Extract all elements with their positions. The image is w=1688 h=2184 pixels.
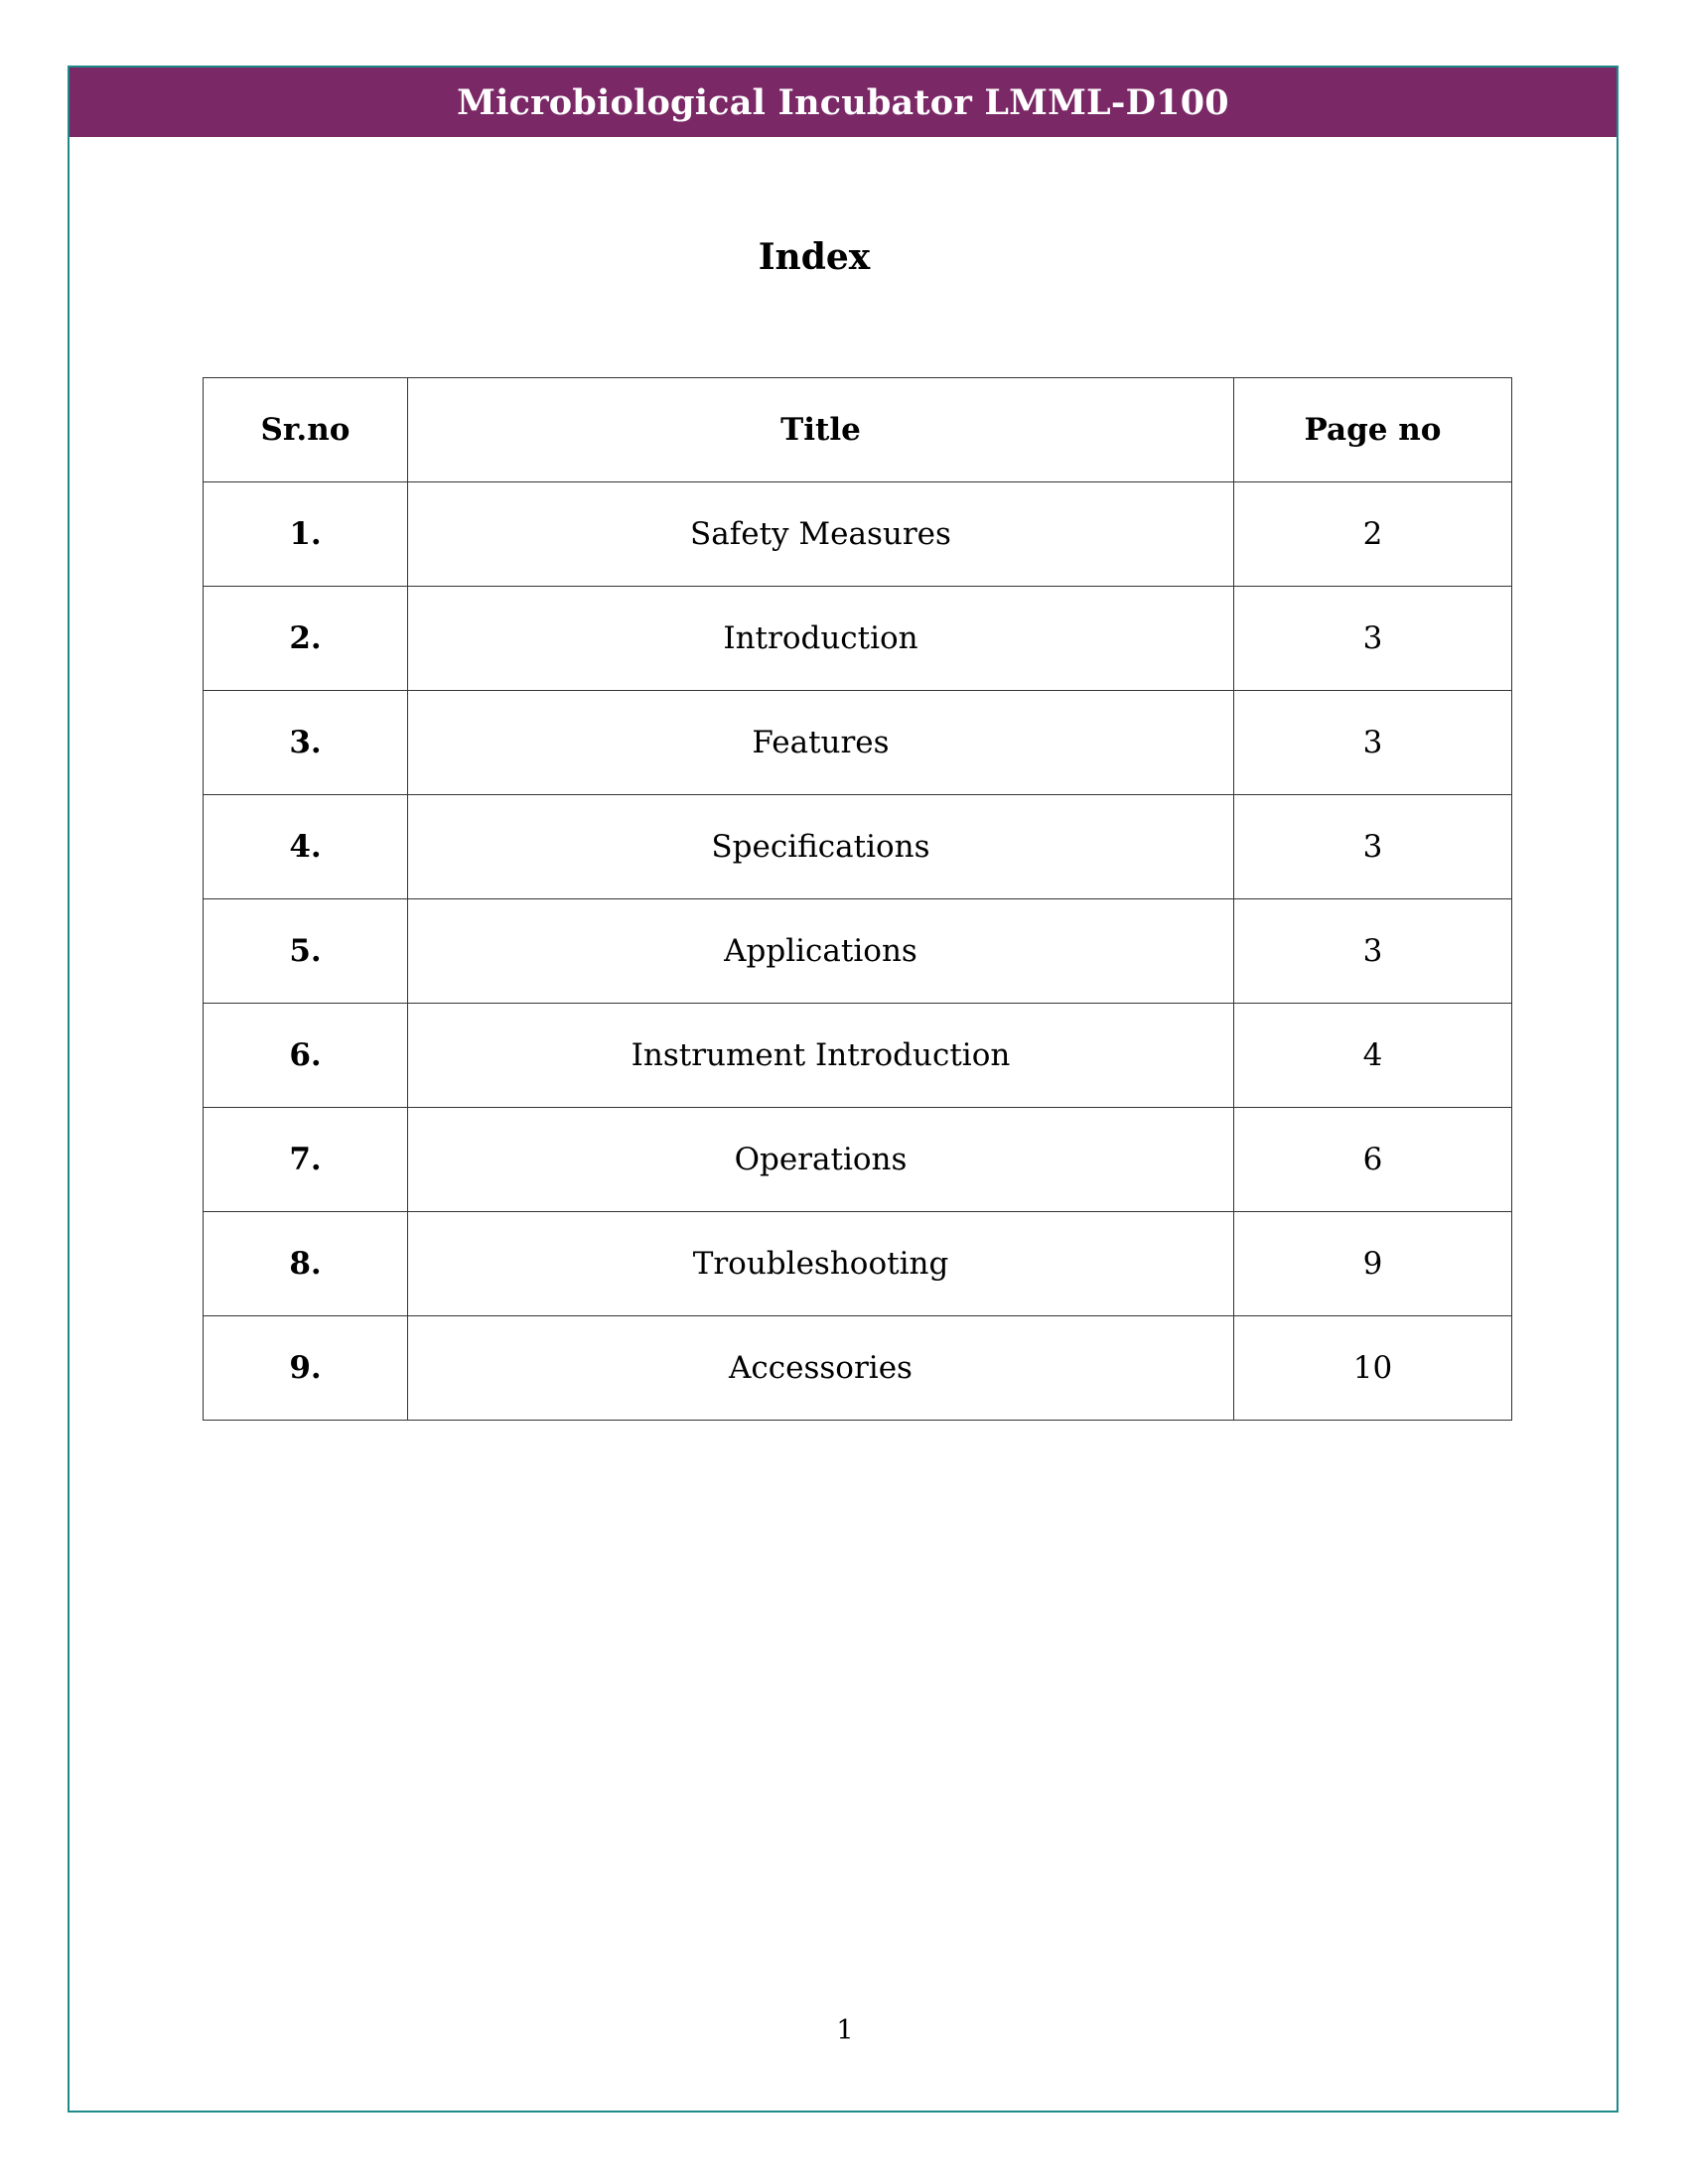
table-row [204,1108,1512,1212]
table-row [204,482,1512,587]
page-no-cell: 3 [1234,691,1512,795]
title-cell: Introduction [408,587,1234,691]
sr-no-cell: 8. [204,1212,408,1316]
table-row [204,1004,1512,1108]
sr-no-cell: 7. [204,1108,408,1212]
sr-no-cell: 5. [204,899,408,1004]
page-no-cell: 10 [1234,1316,1512,1421]
title-cell: Features [408,691,1234,795]
sr-no-cell: 6. [204,1004,408,1108]
table-row [204,1316,1512,1421]
sr-no-cell: 4. [204,795,408,899]
table-row [204,587,1512,691]
document-title: Microbiological Incubator LMML-D100 [457,81,1229,123]
sr-no-cell: 1. [204,482,408,587]
column-header-sr-no: Sr.no [204,378,408,482]
index-table [203,377,1512,1421]
page-no-cell: 3 [1234,795,1512,899]
table-row [204,899,1512,1004]
page-number: 1 [836,2015,854,2046]
table-row [204,691,1512,795]
title-cell: Accessories [408,1316,1234,1421]
page-no-cell: 3 [1234,587,1512,691]
table-header-row [204,378,1512,482]
page-no-cell: 4 [1234,1004,1512,1108]
table-row [204,795,1512,899]
title-cell: Safety Measures [408,482,1234,587]
column-header-page-no: Page no [1234,378,1512,482]
sr-no-cell: 3. [204,691,408,795]
title-cell: Troubleshooting [408,1212,1234,1316]
page-no-cell: 6 [1234,1108,1512,1212]
title-cell: Specifications [408,795,1234,899]
title-cell: Instrument Introduction [408,1004,1234,1108]
title-cell: Applications [408,899,1234,1004]
page-frame [68,66,1618,2113]
page-no-cell: 9 [1234,1212,1512,1316]
index-heading: Index [758,236,871,278]
column-header-title: Title [408,378,1234,482]
page-no-cell: 3 [1234,899,1512,1004]
header-bar [70,68,1617,137]
title-cell: Operations [408,1108,1234,1212]
sr-no-cell: 2. [204,587,408,691]
page-no-cell: 2 [1234,482,1512,587]
sr-no-cell: 9. [204,1316,408,1421]
table-row [204,1212,1512,1316]
